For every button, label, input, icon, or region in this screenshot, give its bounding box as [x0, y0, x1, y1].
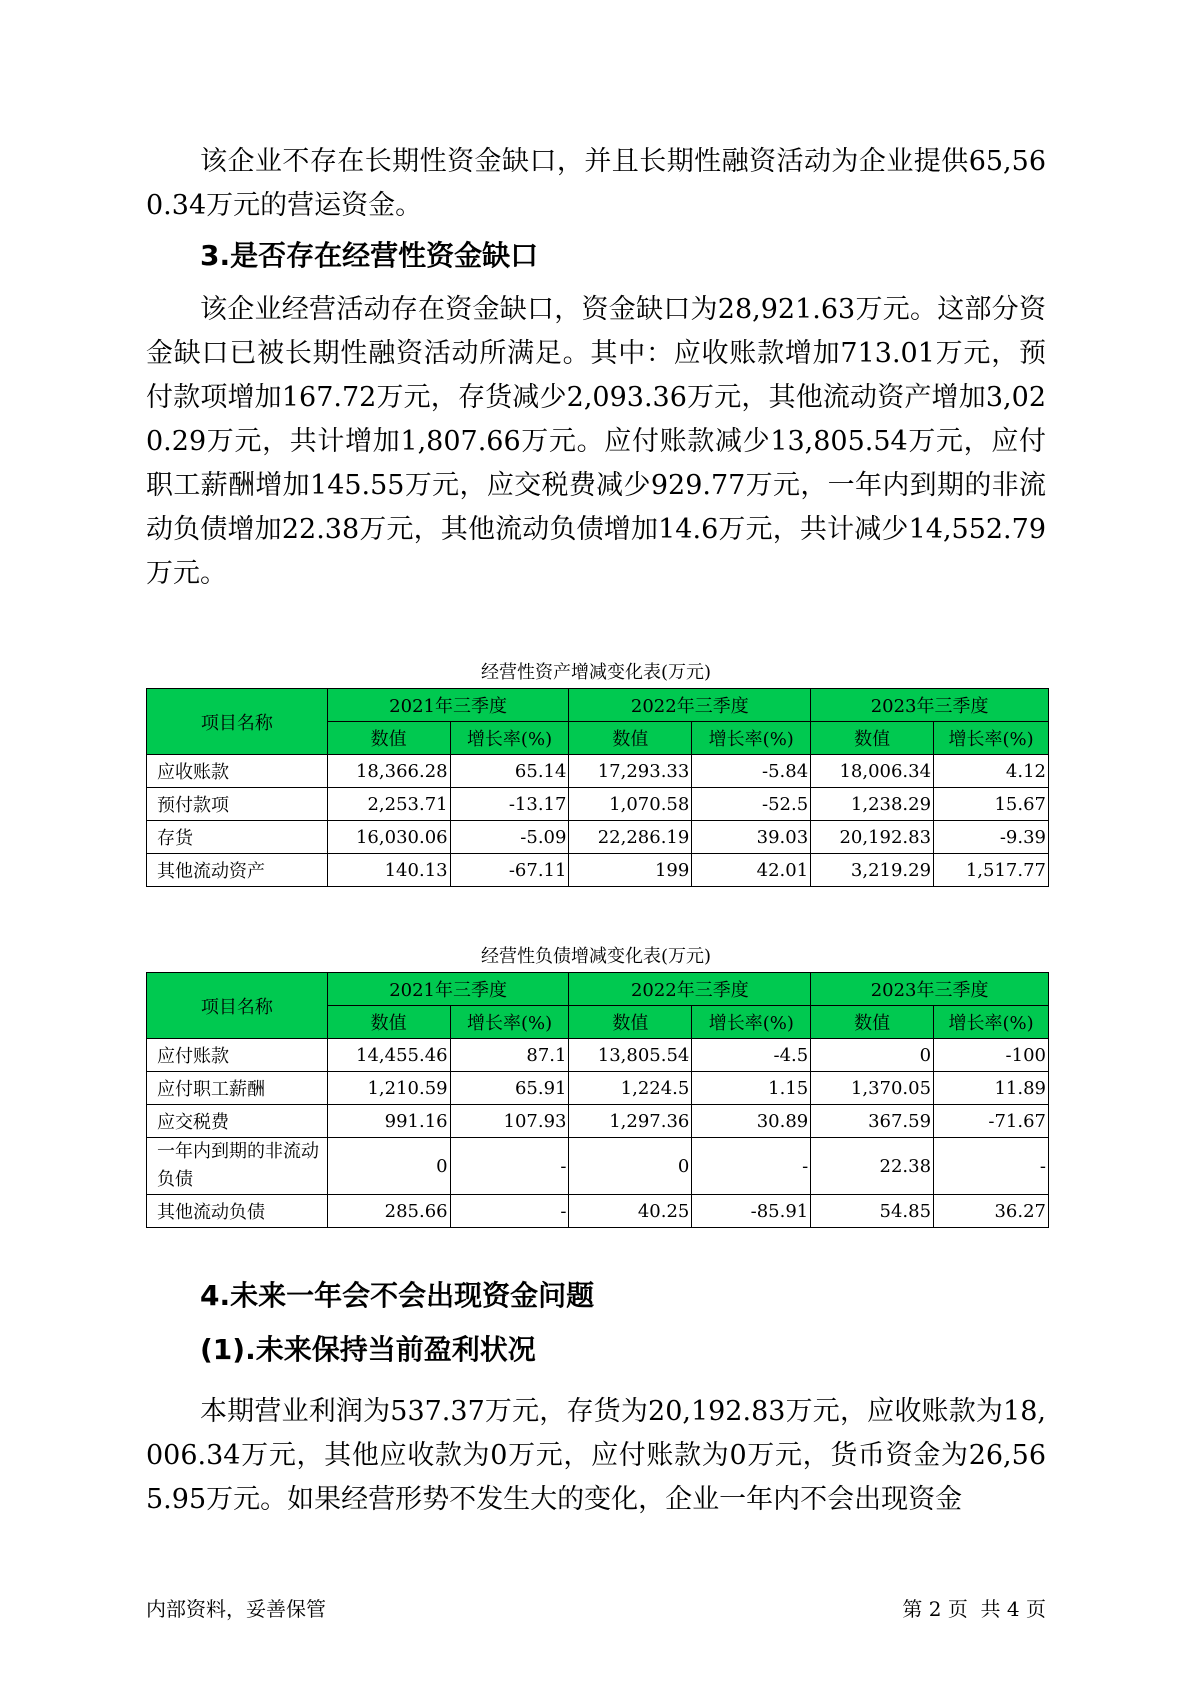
footer-page-number: 第 2 页 共 4 页: [902, 1597, 1046, 1621]
growth-cell: 65.14: [450, 755, 569, 788]
table-row: [147, 821, 1049, 854]
table-row: [147, 1195, 1049, 1228]
liabilities-table-caption: 经营性负债增减变化表(万元): [480, 946, 712, 967]
growth-cell: -100: [934, 1039, 1049, 1072]
growth-header: 增长率(%): [692, 1006, 811, 1039]
growth-cell: -5.84: [692, 755, 811, 788]
liabilities-table: [146, 972, 1049, 1228]
heading-current-profit: (1).未来保持当前盈利状况: [200, 1333, 536, 1366]
growth-cell: -85.91: [692, 1195, 811, 1228]
value-cell: 285.66: [327, 1195, 450, 1228]
value-cell: 18,366.28: [327, 755, 450, 788]
period-header-2023: 2023年三季度: [811, 689, 1049, 722]
growth-cell: -: [692, 1138, 811, 1195]
value-cell: 0: [327, 1138, 450, 1195]
value-cell: 367.59: [811, 1105, 934, 1138]
table-row: [147, 1138, 1049, 1195]
growth-cell: 36.27: [934, 1195, 1049, 1228]
value-header: 数值: [569, 722, 692, 755]
row-label: 一年内到期的非流动负债: [147, 1138, 328, 1195]
paragraph-long-term-funding: 该企业不存在长期性资金缺口，并且长期性融资活动为企业提供65,560.34万元的营运资金。: [146, 146, 1046, 221]
paragraph-operating-gap: 该企业经营活动存在资金缺口，资金缺口为28,921.63万元。这部分资金缺口已被长期性融资活动所满足。其中：应收账款增加713.01万元，预付款项增加167.72万元，存货减少2,093.36万元，其他流动资产增加3,020.29万元，共计增加1,807.66万元。应付账款减少13,805.54万元，应付职工薪酬增加145.55万元，应交税费减少929.77万元，一年内到期的非流动负债增加22.38万元，其他流动负债增加14.6万元，共计减少14,552.79万元。: [146, 294, 1046, 589]
growth-cell: -71.67: [934, 1105, 1049, 1138]
value-cell: 22,286.19: [569, 821, 692, 854]
value-header: 数值: [327, 1006, 450, 1039]
growth-cell: -52.5: [692, 788, 811, 821]
table-row: [147, 755, 1049, 788]
table-row: [147, 1039, 1049, 1072]
table-row: [147, 1072, 1049, 1105]
row-label: 其他流动负债: [147, 1195, 328, 1228]
item-name-header: 项目名称: [147, 689, 328, 755]
value-cell: 0: [569, 1138, 692, 1195]
value-cell: 0: [811, 1039, 934, 1072]
growth-cell: -: [934, 1138, 1049, 1195]
period-header-2021: 2021年三季度: [327, 689, 569, 722]
value-cell: 18,006.34: [811, 755, 934, 788]
period-header-2023: 2023年三季度: [811, 973, 1049, 1006]
growth-cell: 11.89: [934, 1072, 1049, 1105]
value-cell: 16,030.06: [327, 821, 450, 854]
row-label: 存货: [147, 821, 328, 854]
assets-table: [146, 688, 1049, 887]
growth-cell: 1.15: [692, 1072, 811, 1105]
growth-cell: 42.01: [692, 854, 811, 887]
value-cell: 2,253.71: [327, 788, 450, 821]
period-header-2021: 2021年三季度: [327, 973, 569, 1006]
value-cell: 54.85: [811, 1195, 934, 1228]
row-label: 应付职工薪酬: [147, 1072, 328, 1105]
table-row: [147, 854, 1049, 887]
value-cell: 13,805.54: [569, 1039, 692, 1072]
growth-cell: 1,517.77: [934, 854, 1049, 887]
value-cell: 3,219.29: [811, 854, 934, 887]
growth-cell: 30.89: [692, 1105, 811, 1138]
row-label: 应收账款: [147, 755, 328, 788]
value-cell: 17,293.33: [569, 755, 692, 788]
row-label: 预付款项: [147, 788, 328, 821]
value-cell: 199: [569, 854, 692, 887]
growth-header: 增长率(%): [934, 1006, 1049, 1039]
value-cell: 1,210.59: [327, 1072, 450, 1105]
heading-operating-gap: 3.是否存在经营性资金缺口: [200, 239, 539, 272]
value-cell: 1,297.36: [569, 1105, 692, 1138]
row-label: 其他流动资产: [147, 854, 328, 887]
value-header: 数值: [569, 1006, 692, 1039]
value-cell: 40.25: [569, 1195, 692, 1228]
paragraph-current-profit: 本期营业利润为537.37万元，存货为20,192.83万元，应收账款为18,006.34万元，其他应收款为0万元，应付账款为0万元，货币资金为26,565.95万元。如果经营形势不发生大的变化，企业一年内不会出现资金: [146, 1396, 1046, 1515]
value-header: 数值: [811, 722, 934, 755]
value-cell: 991.16: [327, 1105, 450, 1138]
assets-table-caption: 经营性资产增减变化表(万元): [480, 662, 712, 683]
value-header: 数值: [811, 1006, 934, 1039]
growth-cell: -: [450, 1195, 569, 1228]
value-cell: 1,238.29: [811, 788, 934, 821]
value-cell: 1,070.58: [569, 788, 692, 821]
growth-header: 增长率(%): [450, 1006, 569, 1039]
value-cell: 14,455.46: [327, 1039, 450, 1072]
period-header-2022: 2022年三季度: [569, 973, 811, 1006]
growth-cell: -4.5: [692, 1039, 811, 1072]
item-name-header: 项目名称: [147, 973, 328, 1039]
value-cell: 1,370.05: [811, 1072, 934, 1105]
row-label: 应付账款: [147, 1039, 328, 1072]
footer-confidential-note: 内部资料，妥善保管: [146, 1597, 326, 1621]
heading-future-funding: 4.未来一年会不会出现资金问题: [200, 1279, 595, 1312]
growth-cell: -13.17: [450, 788, 569, 821]
row-label: 应交税费: [147, 1105, 328, 1138]
growth-cell: -9.39: [934, 821, 1049, 854]
period-header-2022: 2022年三季度: [569, 689, 811, 722]
growth-header: 增长率(%): [450, 722, 569, 755]
growth-cell: 65.91: [450, 1072, 569, 1105]
value-cell: 1,224.5: [569, 1072, 692, 1105]
growth-cell: 15.67: [934, 788, 1049, 821]
growth-header: 增长率(%): [692, 722, 811, 755]
value-header: 数值: [327, 722, 450, 755]
growth-cell: 107.93: [450, 1105, 569, 1138]
growth-cell: 39.03: [692, 821, 811, 854]
growth-cell: 87.1: [450, 1039, 569, 1072]
table-row: [147, 1105, 1049, 1138]
growth-header: 增长率(%): [934, 722, 1049, 755]
value-cell: 140.13: [327, 854, 450, 887]
growth-cell: -67.11: [450, 854, 569, 887]
value-cell: 20,192.83: [811, 821, 934, 854]
value-cell: 22.38: [811, 1138, 934, 1195]
growth-cell: -: [450, 1138, 569, 1195]
growth-cell: -5.09: [450, 821, 569, 854]
table-row: [147, 788, 1049, 821]
growth-cell: 4.12: [934, 755, 1049, 788]
